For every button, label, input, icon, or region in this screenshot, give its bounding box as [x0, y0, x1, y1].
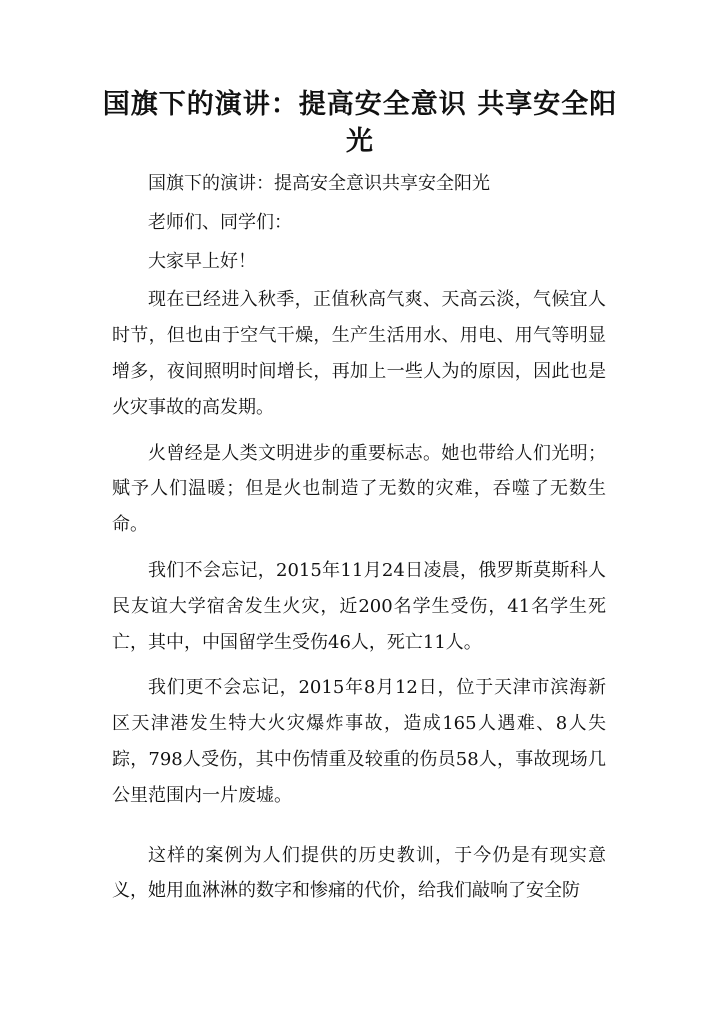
body-paragraph: 这样的案例为人们提供的历史教训，于今仍是有现实意义，她用血淋淋的数字和惨痛的代价，给我们敲响了安全防 — [112, 844, 606, 902]
body-paragraph: 我们更不会忘记，2015年8月12日，位于天津市滨海新区天津港发生特大火灾爆炸事故，造成165人遇难、8人失踪，798人受伤，其中伤情重及较重的伤员58人，事故现场几公里范围内一片废墟。 — [112, 677, 606, 806]
document-body — [112, 166, 606, 909]
subtitle-paragraph: 国旗下的演讲：提高安全意识共享安全阳光 — [148, 173, 490, 194]
greeting-paragraph: 大家早上好！ — [148, 250, 256, 272]
body-paragraph: 火曾经是人类文明进步的重要标志。她也带给人们光明；赋予人们温暖；但是火也制造了无数的灾难，吞噬了无数生命。 — [112, 442, 606, 536]
salutation-paragraph: 老师们、同学们： — [148, 211, 292, 233]
body-paragraph: 我们不会忘记，2015年11月24日凌晨，俄罗斯莫斯科人民友谊大学宿舍发生火灾，近200名学生受伤，41名学生死亡，其中，中国留学生受伤46人，死亡11人。 — [112, 559, 606, 653]
body-paragraph: 现在已经进入秋季，正值秋高气爽、天高云淡，气候宜人时节，但也由于空气干燥，生产生活用水、用电、用气等明显增多，夜间照明时间增长，再加上一些人为的原因，因此也是火灾事故的高发期。 — [112, 289, 606, 418]
document-title: 国旗下的演讲：提高安全意识 共享安全阳光 — [102, 89, 618, 157]
